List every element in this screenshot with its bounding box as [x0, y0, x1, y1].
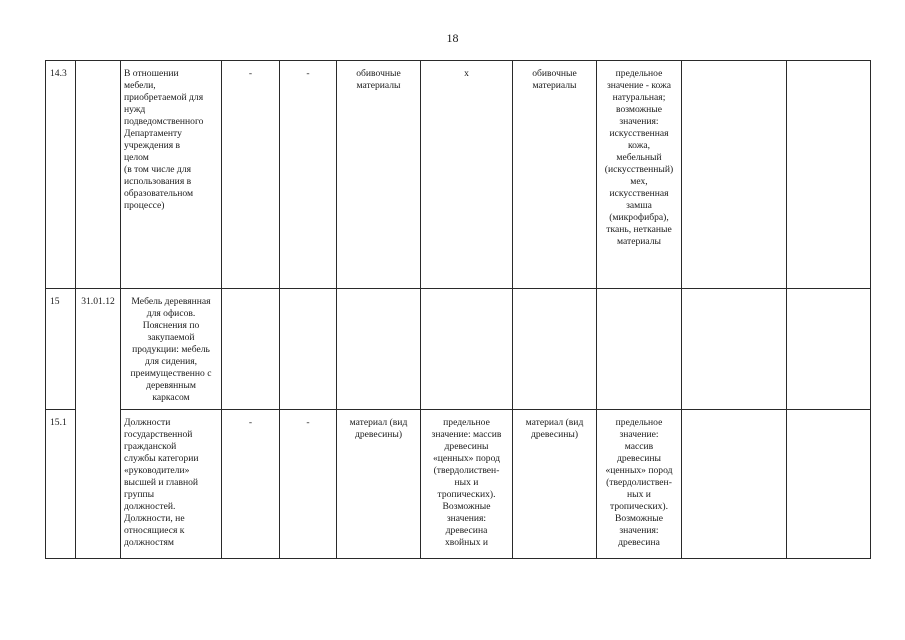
table-row: [46, 61, 871, 289]
code-cell: 31.01.12: [76, 289, 121, 559]
page-number: 18: [446, 31, 459, 45]
table-row: [46, 410, 871, 559]
value-cell: [787, 61, 871, 289]
value-cell: [597, 289, 682, 410]
characteristic-cell: материал (вид древесины): [337, 410, 421, 559]
value-cell: предельное значение: массив древесины «ценных» пород (твердолиствен- ных и тропических). Возможные значения: древесина: [597, 410, 682, 559]
value-cell: [682, 410, 787, 559]
row-number-cell: 15.1: [46, 410, 76, 559]
value-cell: -: [280, 61, 337, 289]
value-cell: предельное значение - кожа натуральная; возможные значения: искусственная кожа, мебельный (искусственный) мех, искусственная замша (микрофибра), ткань, нетканые материалы: [597, 61, 682, 289]
value-cell: [682, 61, 787, 289]
value-cell: [682, 289, 787, 410]
characteristic-cell: [337, 289, 421, 410]
row-number-cell: 15: [46, 289, 76, 410]
characteristic-cell: материал (вид древесины): [513, 410, 597, 559]
value-cell: [787, 289, 871, 410]
value-cell: х: [421, 61, 513, 289]
row-number-cell: 14.3: [46, 61, 76, 289]
specification-table: [45, 60, 871, 559]
value-cell: [222, 289, 280, 410]
name-cell: В отношении мебели, приобретаемой для нужд подведомственного Департаменту учреждения в целом (в том числе для использования в образовательном процессе): [121, 61, 222, 289]
code-cell: [76, 61, 121, 289]
characteristic-cell: [513, 289, 597, 410]
value-cell: [421, 289, 513, 410]
value-cell: -: [222, 61, 280, 289]
value-cell: [280, 289, 337, 410]
value-cell: -: [280, 410, 337, 559]
name-cell: Мебель деревянная для офисов. Пояснения по закупаемой продукции: мебель для сидения, преимущественно с деревянным каркасом: [121, 289, 222, 410]
characteristic-cell: обивочные материалы: [337, 61, 421, 289]
characteristic-cell: обивочные материалы: [513, 61, 597, 289]
value-cell: [787, 410, 871, 559]
name-cell: Должности государственной гражданской службы категории «руководители» высшей и главной группы должностей. Должности, не относящиеся к должностям: [121, 410, 222, 559]
table-row: [46, 289, 871, 410]
value-cell: предельное значение: массив древесины «ценных» пород (твердолиствен- ных и тропических). Возможные значения: древесина хвойных и: [421, 410, 513, 559]
value-cell: -: [222, 410, 280, 559]
